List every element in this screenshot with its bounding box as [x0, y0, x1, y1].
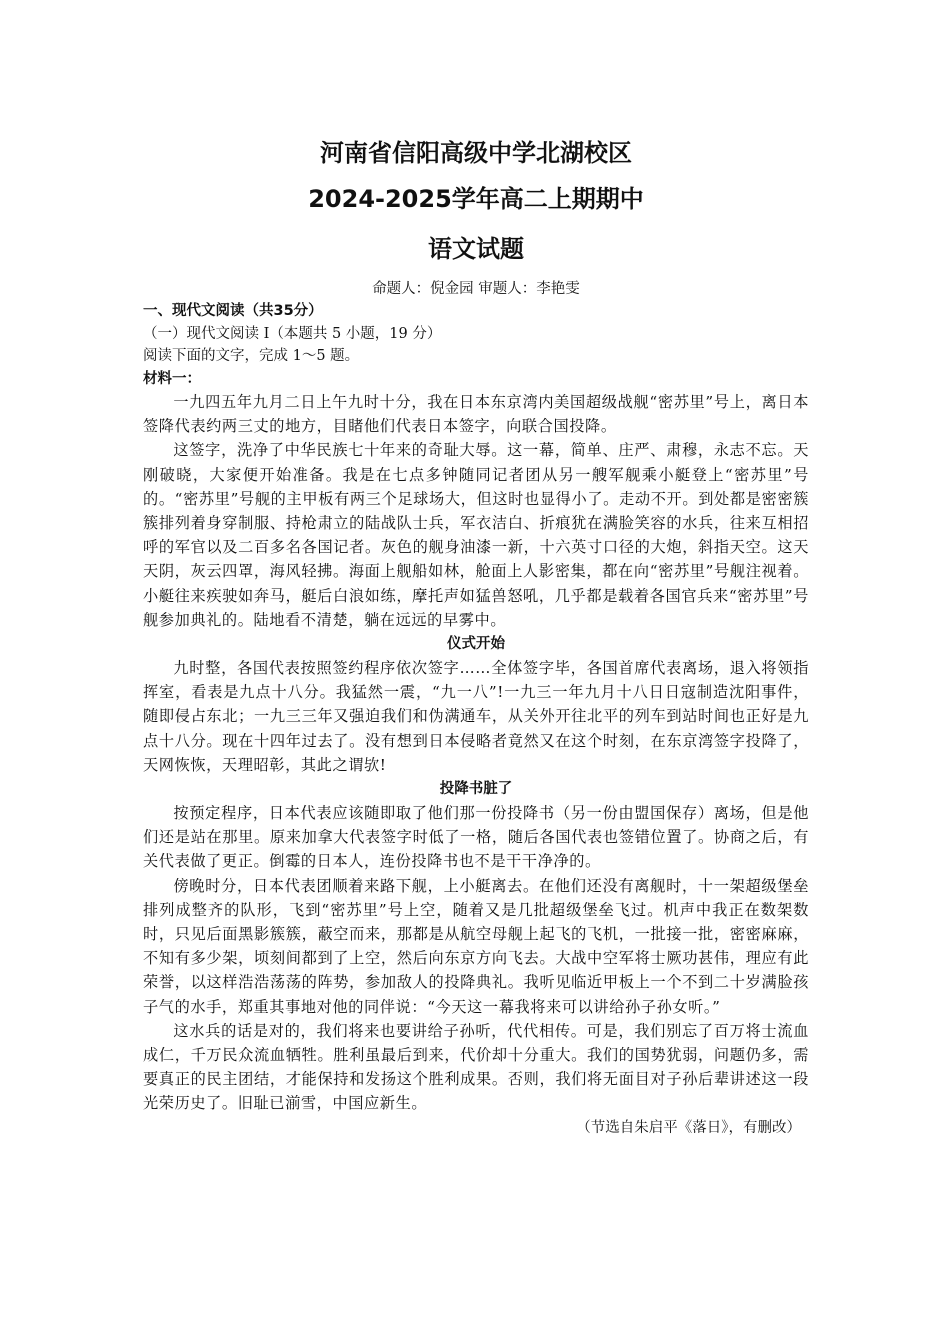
- subject-title: 语文试题: [428, 235, 524, 263]
- instruction-line: 阅读下面的文字，完成 1～5 题。: [143, 348, 360, 364]
- article-paragraph-3: 九时整，各国代表按照签约程序依次签字……全体签字毕，各国首席代表离场，退入将领指挥室，看表是九点十八分。我猛然一震，“九一八”!一九三一年九月十八日日寇制造沈阳事件，随即侵占东北；一九三三年又强迫我们和伪满通车，从关外开往北平的列车到站时间也正好是九点十八分。现在十四年过去了。没有想到日本侵略者竟然又在这个时刻，在东京湾签字投降了，天网恢恢，天理昭彰，其此之谓欤!: [143, 659, 809, 774]
- article-subheading-dirty-document: 投降书脏了: [439, 781, 513, 798]
- material-label: 材料一：: [143, 370, 201, 387]
- part-heading: （一）现代文阅读 I（本题共 5 小题，19 分）: [143, 325, 442, 342]
- exam-page: [143, 130, 809, 1140]
- authors-line: 命题人：倪金园 审题人：李艳雯: [372, 281, 580, 297]
- school-title: 河南省信阳高级中学北湖校区: [320, 139, 632, 167]
- article-paragraph-1: 一九四五年九月二日上午九时十分，我在日本东京湾内美国超级战舰“密苏里”号上，离日本签降代表约两三丈的地方，目睹他们代表日本签字，向联合国投降。: [143, 393, 809, 436]
- article-paragraph-6: 这水兵的话是对的，我们将来也要讲给子孙听，代代相传。可是，我们别忘了百万将士流血成仁，千万民众流血牺牲。胜利虽最后到来，代价却十分重大。我们的国势犹弱，问题仍多，需要真正的民主团结，才能保持和发扬这个胜利成果。否则，我们将无面目对子孙后辈讲述这一段光荣历史了。旧耻已湔雪，中国应新生。: [143, 1021, 809, 1113]
- article-paragraph-4: 按预定程序，日本代表应该随即取了他们那一份投降书（另一份由盟国保存）离场，但是他们还是站在那里。原来加拿大代表签字时低了一格，随后各国代表也签错位置了。协商之后，有关代表做了更正。倒霉的日本人，连份投降书也不是干干净净的。: [143, 804, 809, 871]
- section-heading: 一、现代文阅读（共35分）: [143, 303, 323, 319]
- article-source: （节选自朱启平《落日》，有删改）: [576, 1119, 801, 1136]
- article-paragraph-5: 傍晚时分，日本代表团顺着来路下舰，上小艇离去。在他们还没有离舰时，十一架超级堡垒排列成整齐的队形，飞到“密苏里”号上空，随着又是几批超级堡垒飞过。机声中我正在数架数时，只见后面黑影簇簇，蔽空而来，那都是从航空母舰上起飞的飞机，一批接一批，密密麻麻，不知有多少架，顷刻间都到了上空，然后向东京方向飞去。大战中空军将士厥功甚伟，理应有此荣誉，以这样浩浩荡荡的阵势，参加敌人的投降典礼。我听见临近甲板上一个不到二十岁满脸孩子气的水手，郑重其事地对他的同伴说：“今天这一幕我将来可以讲给孙子孙女听。”: [143, 876, 809, 1016]
- article-subheading-ceremony: 仪式开始: [447, 636, 505, 653]
- term-title: 2024-2025学年高二上期期中: [308, 185, 644, 213]
- article-paragraph-2: 这签字，洗净了中华民族七十年来的奇耻大辱。这一幕，简单、庄严、肃穆，永志不忘。天刚破晓，大家便开始准备。我是在七点多钟随同记者团从另一艘军舰乘小艇登上“密苏里”号的。“密苏里”号舰的主甲板有两三个足球场大，但这时也显得小了。走动不开。到处都是密密簇簇排列着身穿制服、持枪肃立的陆战队士兵，军衣洁白、折痕犹在满脸笑容的水兵，往来互相招呼的军官以及二百多名各国记者。灰色的舰身油漆一新，十六英寸口径的大炮，斜指天空。这天天阴，灰云四罩，海风轻拂。海面上舰船如林，舱面上人影密集，都在向“密苏里”号舰注视着。小艇往来疾驶如奔马，艇后白浪如练，摩托声如猛兽怒吼，几乎都是载着各国官兵来“密苏里”号舰参加典礼的。陆地看不清楚，躺在远远的早雾中。: [143, 441, 809, 629]
